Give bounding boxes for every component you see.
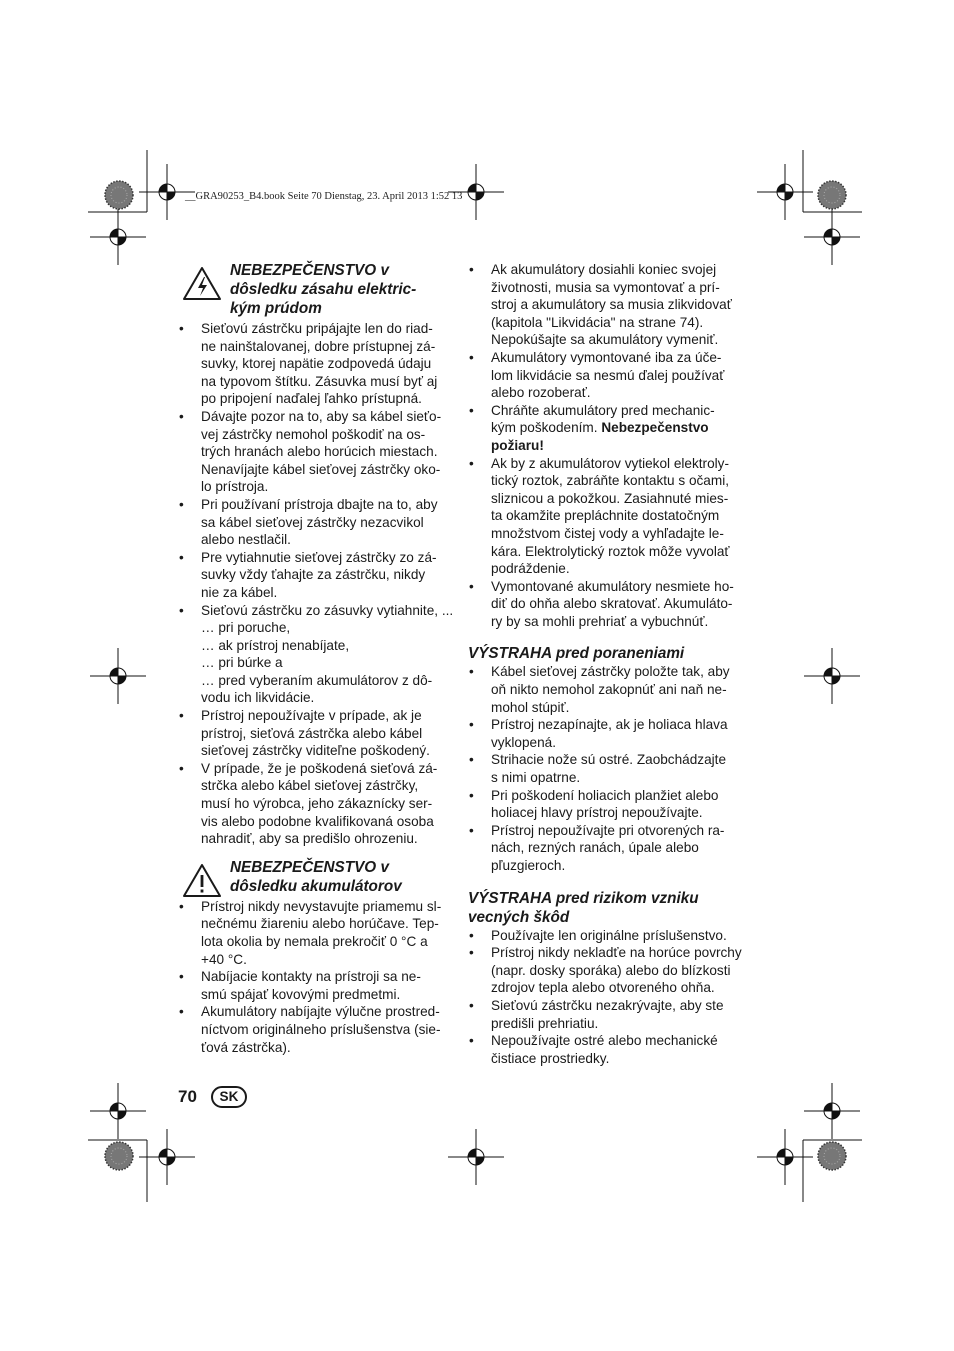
list-item: [468, 349, 743, 402]
battery-disposal-list: [468, 261, 743, 630]
text-line: • Vymontované akumulátory nesmiete ho-: [491, 578, 734, 594]
text-line: • Nabíjacie kontakty na prístroji sa ne-: [201, 969, 421, 985]
text-line: oň nikto nemohol zakopnúť ani naň ne-: [491, 682, 727, 698]
text-line: stroj a akumulátory sa musia zlikvidovať: [491, 297, 732, 313]
list-item: [178, 549, 453, 602]
text-line: lota okolia by nemala prekročiť 0 °C a: [201, 934, 428, 949]
text-line: … ak prístroj nenabíjate,: [201, 637, 350, 653]
text-line: holiacej hlavy prístroj nepoužívajte.: [491, 805, 703, 821]
list-item: [178, 1003, 453, 1056]
text-line: • Chráňte akumulátory pred mechanic-: [491, 402, 715, 418]
text-line: • Používajte len originálne príslušenstvo.: [491, 927, 727, 943]
text-line: ne nainštalovanej, dobre prístupnej zá-: [201, 338, 436, 354]
text-line: podráždenie.: [491, 561, 570, 577]
list-item: [178, 619, 453, 637]
text-line: • Sieťovú zástrčku pripájajte len do riad-: [201, 321, 433, 336]
page-number: 70: [178, 1087, 197, 1106]
text-line: nečnému žiareniu alebo horúčave. Tep-: [201, 916, 439, 932]
text-line: • Prístroj nikdy nekladťe na horúce povrchy: [491, 945, 742, 961]
list-item: [468, 578, 743, 631]
text-line: vej zástrčky nemohol poškodiť na os-: [201, 426, 426, 442]
text-line: dôsledku akumulátorov: [230, 877, 402, 895]
list-item: [178, 637, 453, 655]
text-line: s nimi opatrne.: [491, 770, 581, 786]
injury-warning-title: VÝSTRAHA pred poraneniami: [468, 645, 685, 663]
text-line: nahradiť, aby sa predišlo ohrozeniu.: [201, 831, 418, 847]
fire-danger-label: požiaru!: [491, 437, 544, 453]
text-line: • Ak akumulátory dosiahli koniec svojej: [491, 262, 717, 277]
text-line: sa kábel sieťovej zástrčky nezacvikol: [201, 514, 424, 530]
list-item: [468, 751, 743, 786]
text-line: sieťovej zástrčky viditeľne poškodený.: [201, 743, 430, 759]
text-line: • Nepoužívajte ostré alebo mechanické: [491, 1033, 718, 1049]
list-item: [178, 760, 453, 848]
text-line: • Akumulátory vymontované iba za úče-: [491, 349, 722, 365]
damage-warning-list: [468, 927, 743, 1068]
injury-warning-list: [468, 663, 743, 874]
text-line: • Pri používaní prístroja dbajte na to, aby: [201, 496, 438, 512]
text-line: • Akumulátory nabíjajte výlučne prostred-: [201, 1004, 440, 1020]
list-item: [178, 654, 453, 672]
text-line: … pri poruche,: [201, 620, 291, 636]
list-item: [468, 455, 743, 578]
text-line: trých hranách alebo horúcich miestach.: [201, 444, 438, 460]
text-line: • Sieťovú zástrčku zo zásuvky vytiahnite, ...: [201, 602, 454, 618]
list-item: [178, 320, 453, 408]
text-line: ťová zástrčka).: [201, 1039, 291, 1055]
electric-warning-icon: [182, 266, 222, 301]
text-fragment: kým poškodením.: [491, 420, 602, 436]
text-line: NEBEZPEČENSTVO v: [230, 858, 389, 876]
battery-warning-list: [178, 898, 453, 1056]
text-line: • V prípade, že je poškodená sieťová zá-: [201, 760, 438, 776]
text-line: • Prístroj nepoužívajte pri otvorených ra-: [491, 822, 725, 838]
electric-warning-title: [230, 261, 453, 318]
list-item: [468, 261, 743, 349]
text-line: Nepokúšajte sa akumulátory vymeniť.: [491, 332, 719, 348]
list-item: [468, 944, 743, 997]
list-item: [468, 997, 743, 1032]
list-item: [468, 716, 743, 751]
text-line: lom likvidácie sa nesmú ďalej používať: [491, 367, 725, 383]
list-item: [178, 898, 453, 968]
text-line: nie za kábel.: [201, 584, 278, 600]
text-line: kára. Elektrolytický roztok môže vyvolať: [491, 543, 730, 559]
text-line: • Dávajte pozor na to, aby sa kábel sieťo-: [201, 408, 442, 424]
left-column: [178, 261, 453, 1056]
list-item: [468, 1032, 743, 1067]
text-line: • Prístroj nezapínajte, ak je holiaca hlava: [491, 717, 728, 733]
text-line: [491, 419, 743, 437]
text-line: alebo nestlačil.: [201, 532, 291, 548]
text-line: vodu ich likvidácie.: [201, 690, 315, 706]
text-line: (kapitola "Likvidácia" na strane 74).: [491, 314, 704, 330]
text-line: (napr. dosky sporáka) alebo do blízkosti: [491, 962, 731, 978]
list-item: [468, 787, 743, 822]
exclamation-warning-icon: [182, 863, 222, 898]
text-line: alebo rozoberať.: [491, 385, 591, 401]
text-line: • Strihacie nože sú ostré. Zaobchádzajte: [491, 752, 727, 768]
text-line: po pripojení naďalej ľahko prístupná.: [201, 391, 422, 407]
text-line: … pred vyberaním akumulátorov z dô-: [201, 672, 433, 688]
right-column: [468, 261, 743, 1067]
text-line: kým prúdom: [230, 300, 322, 317]
text-line: • Prístroj nepoužívajte v prípade, ak je: [201, 708, 422, 724]
text-line: Nenavíjajte kábel sieťovej zástrčky oko-: [201, 461, 441, 477]
text-line: • Prístroj nikdy nevystavujte priamemu sl-: [201, 898, 442, 914]
fire-danger-label: Nebezpečenstvo: [601, 420, 709, 436]
text-line: dôsledku zásahu elektric-: [230, 281, 417, 298]
list-item: [178, 968, 453, 1003]
damage-warning-title: [468, 889, 743, 927]
text-line: musí ho výrobca, jeho zákaznícky ser-: [201, 796, 433, 812]
text-line: nách, rezných ranách, úpale alebo: [491, 840, 699, 856]
text-line: prístroj, sieťová zástrčka alebo kábel: [201, 725, 423, 741]
text-line: životnosti, musia sa vymontovať a prí-: [491, 279, 720, 295]
text-line: • Ak by z akumulátorov vytiekol elektroly-: [491, 455, 729, 471]
text-line: vecných škôd: [468, 908, 570, 926]
text-line: • Pri poškodení holiacich planžiet alebo: [491, 787, 719, 803]
list-item: [468, 663, 743, 716]
list-item: [178, 602, 453, 620]
list-item: [178, 496, 453, 549]
text-line: množstvom čistej vody a vyhľadajte le-: [491, 525, 724, 541]
text-line: • Kábel sieťovej zástrčky položte tak, aby: [491, 664, 730, 680]
text-line: lo prístroja.: [201, 479, 269, 495]
text-line: vis alebo podobne kvalifikovaná osoba: [201, 813, 434, 829]
text-line: suvky, ktorej napätie zodpovedá údaju: [201, 356, 432, 372]
text-line: • Sieťovú zástrčku nezakrývajte, aby ste: [491, 997, 724, 1013]
text-line: ry by sa mohli prehriať a vybuchnúť.: [491, 613, 709, 629]
text-line: strčka alebo kábel sieťovej zástrčky,: [201, 778, 419, 794]
battery-warning-heading: [178, 858, 453, 896]
electric-warning-list: [178, 320, 453, 848]
text-line: na typovom štítku. Zásuvka musí byť aj: [201, 373, 438, 389]
text-line: pľuzgieroch.: [491, 858, 566, 873]
text-line: +40 °C.: [201, 951, 247, 967]
text-line: NEBEZPEČENSTVO v: [230, 262, 389, 279]
text-line: … pri búrke a: [201, 655, 283, 671]
list-item: [468, 402, 743, 455]
text-line: tický roztok, zabráňte kontaktu s očami,: [491, 473, 729, 489]
text-line: VÝSTRAHA pred rizikom vzniku: [468, 889, 699, 907]
text-line: ta okamžite prepláchnite dostatočným: [491, 508, 720, 524]
language-badge: SK: [211, 1086, 247, 1108]
text-line: suvky vždy ťahajte za zástrčku, nikdy: [201, 567, 426, 583]
electric-warning-heading: [178, 261, 453, 318]
text-line: sliznicou a pokožkou. Zasiahnuté mies-: [491, 490, 729, 506]
text-line: zdrojov tepla alebo otvoreného ohňa.: [491, 980, 715, 996]
list-item: [468, 822, 743, 875]
text-line: smú spájať kovovými predmetmi.: [201, 986, 401, 1002]
list-item: [178, 408, 453, 496]
battery-warning-title: [230, 858, 453, 896]
text-line: níctvom originálneho príslušenstva (sie-: [201, 1021, 441, 1037]
text-line: predišli prehriatiu.: [491, 1015, 599, 1031]
text-line: mohol stúpiť.: [491, 699, 570, 715]
list-item: [178, 707, 453, 760]
list-item: [468, 927, 743, 945]
text-line: • Pre vytiahnutie sieťovej zástrčky zo zá-: [201, 549, 437, 565]
text-line: vyklopená.: [491, 734, 556, 750]
list-item: [178, 672, 453, 707]
file-header-line: __GRA90253_B4.book Seite 70 Dienstag, 23. April 2013 1:52 13: [185, 191, 463, 202]
text-line: čistiace prostriedky.: [491, 1050, 610, 1066]
text-line: diť do ohňa alebo skratovať. Akumuláto-: [491, 596, 733, 612]
